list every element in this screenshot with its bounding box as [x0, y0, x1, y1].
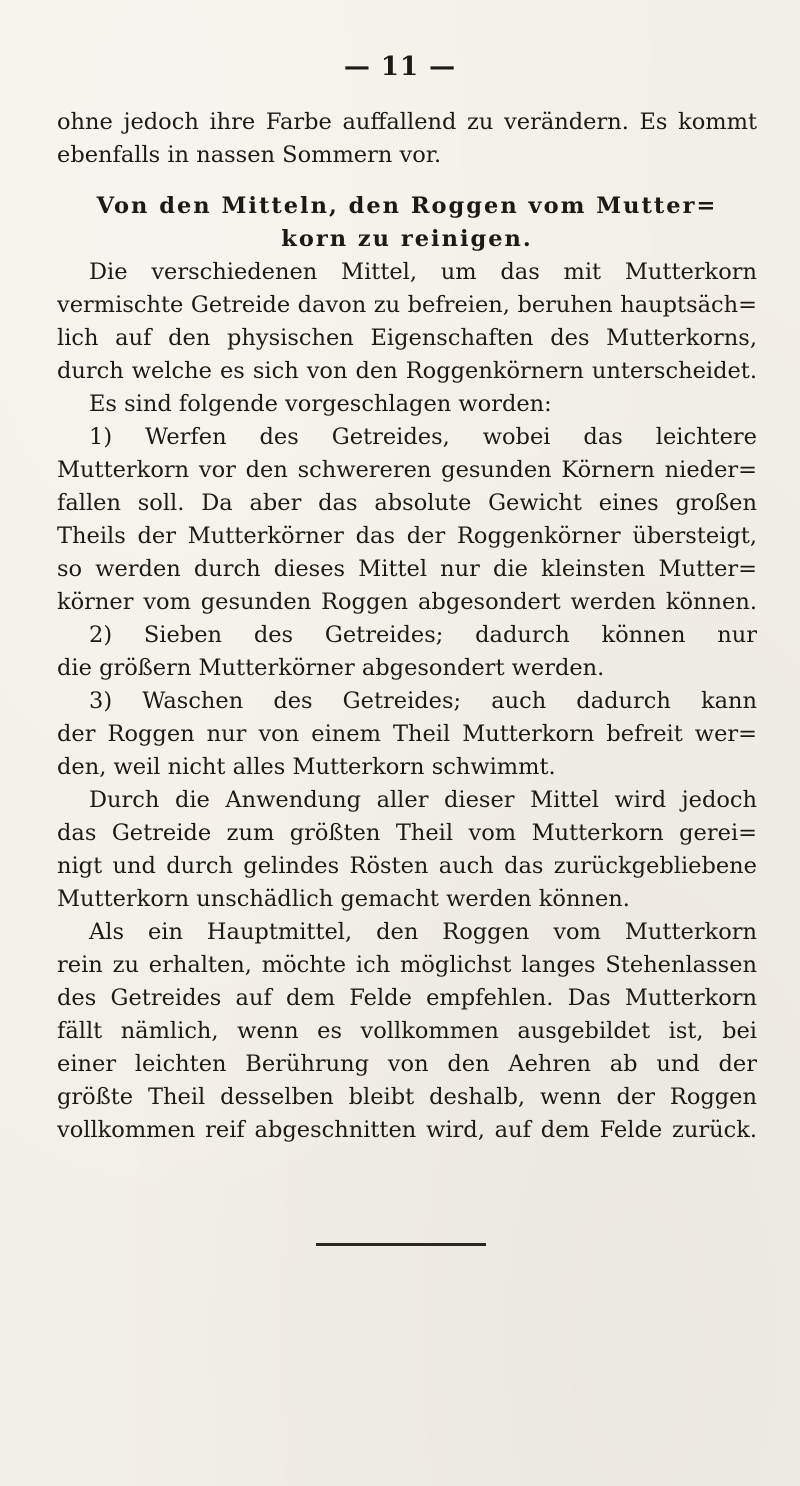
section-heading-line: korn zu reinigen.: [281, 226, 533, 252]
list-item-3: 3) Waschen des Getreides; auch dadurch kann: [89, 688, 757, 714]
text-line: den, weil nicht alles Mutterkorn schwimmt.: [57, 754, 556, 780]
text-line: die größern Mutterkörner abgesondert werden.: [57, 655, 605, 681]
text-line: Als ein Hauptmittel, den Roggen vom Mutterkorn: [89, 919, 757, 945]
text-line: das Getreide zum größten Theil vom Mutterkorn gerei=: [57, 820, 757, 846]
text-line: fallen soll. Da aber das absolute Gewicht eines großen: [57, 490, 757, 516]
text-line: Mutterkorn vor den schwereren gesunden Körnern nieder=: [57, 457, 757, 483]
section-heading-line: Von den Mitteln, den Roggen vom Mutter=: [96, 193, 718, 219]
text-line: vermischte Getreide davon zu befreien, beruhen hauptsäch=: [57, 292, 757, 318]
text-line: ohne jedoch ihre Farbe auffallend zu verändern. Es kommt: [57, 109, 757, 135]
text-line: Theils der Mutterkörner das der Roggenkörner übersteigt,: [57, 523, 757, 549]
text-line: Mutterkorn unschädlich gemacht werden können.: [57, 886, 630, 912]
text-line: des Getreides auf dem Felde empfehlen. Das Mutterkorn: [57, 985, 757, 1011]
text-line: körner vom gesunden Roggen abgesondert werden können.: [57, 589, 757, 615]
text-line: Durch die Anwendung aller dieser Mittel wird jedoch: [89, 787, 757, 813]
list-item-2: 2) Sieben des Getreides; dadurch können nur: [89, 622, 757, 648]
text-line: vollkommen reif abgeschnitten wird, auf dem Felde zurück.: [57, 1117, 757, 1143]
text-line: einer leichten Berührung von den Aehren ab und der: [57, 1051, 757, 1077]
text-line: nigt und durch gelindes Rösten auch das zurückgebliebene: [57, 853, 757, 879]
text-line: durch welche es sich von den Roggenkörnern unterscheidet.: [57, 358, 757, 384]
text-line: rein zu erhalten, möchte ich möglichst langes Stehenlassen: [57, 952, 757, 978]
list-item-1: 1) Werfen des Getreides, wobei das leichtere: [89, 424, 757, 450]
page-number-header: — 11 —: [343, 52, 457, 82]
text-line: lich auf den physischen Eigenschaften des Mutterkorns,: [57, 325, 757, 351]
body-text: [57, 106, 757, 1147]
text-line: Es sind folgende vorgeschlagen worden:: [89, 391, 552, 417]
text-line: so werden durch dieses Mittel nur die kleinsten Mutter=: [57, 556, 757, 582]
footer-rule: [316, 1243, 486, 1246]
text-line: Die verschiedenen Mittel, um das mit Mutterkorn: [89, 259, 757, 285]
text-line: ebenfalls in nassen Sommern vor.: [57, 142, 442, 168]
text-line: fällt nämlich, wenn es vollkommen ausgebildet ist, bei: [57, 1018, 757, 1044]
text-line: größte Theil desselben bleibt deshalb, wenn der Roggen: [57, 1084, 757, 1110]
text-line: der Roggen nur von einem Theil Mutterkorn befreit wer=: [57, 721, 757, 747]
